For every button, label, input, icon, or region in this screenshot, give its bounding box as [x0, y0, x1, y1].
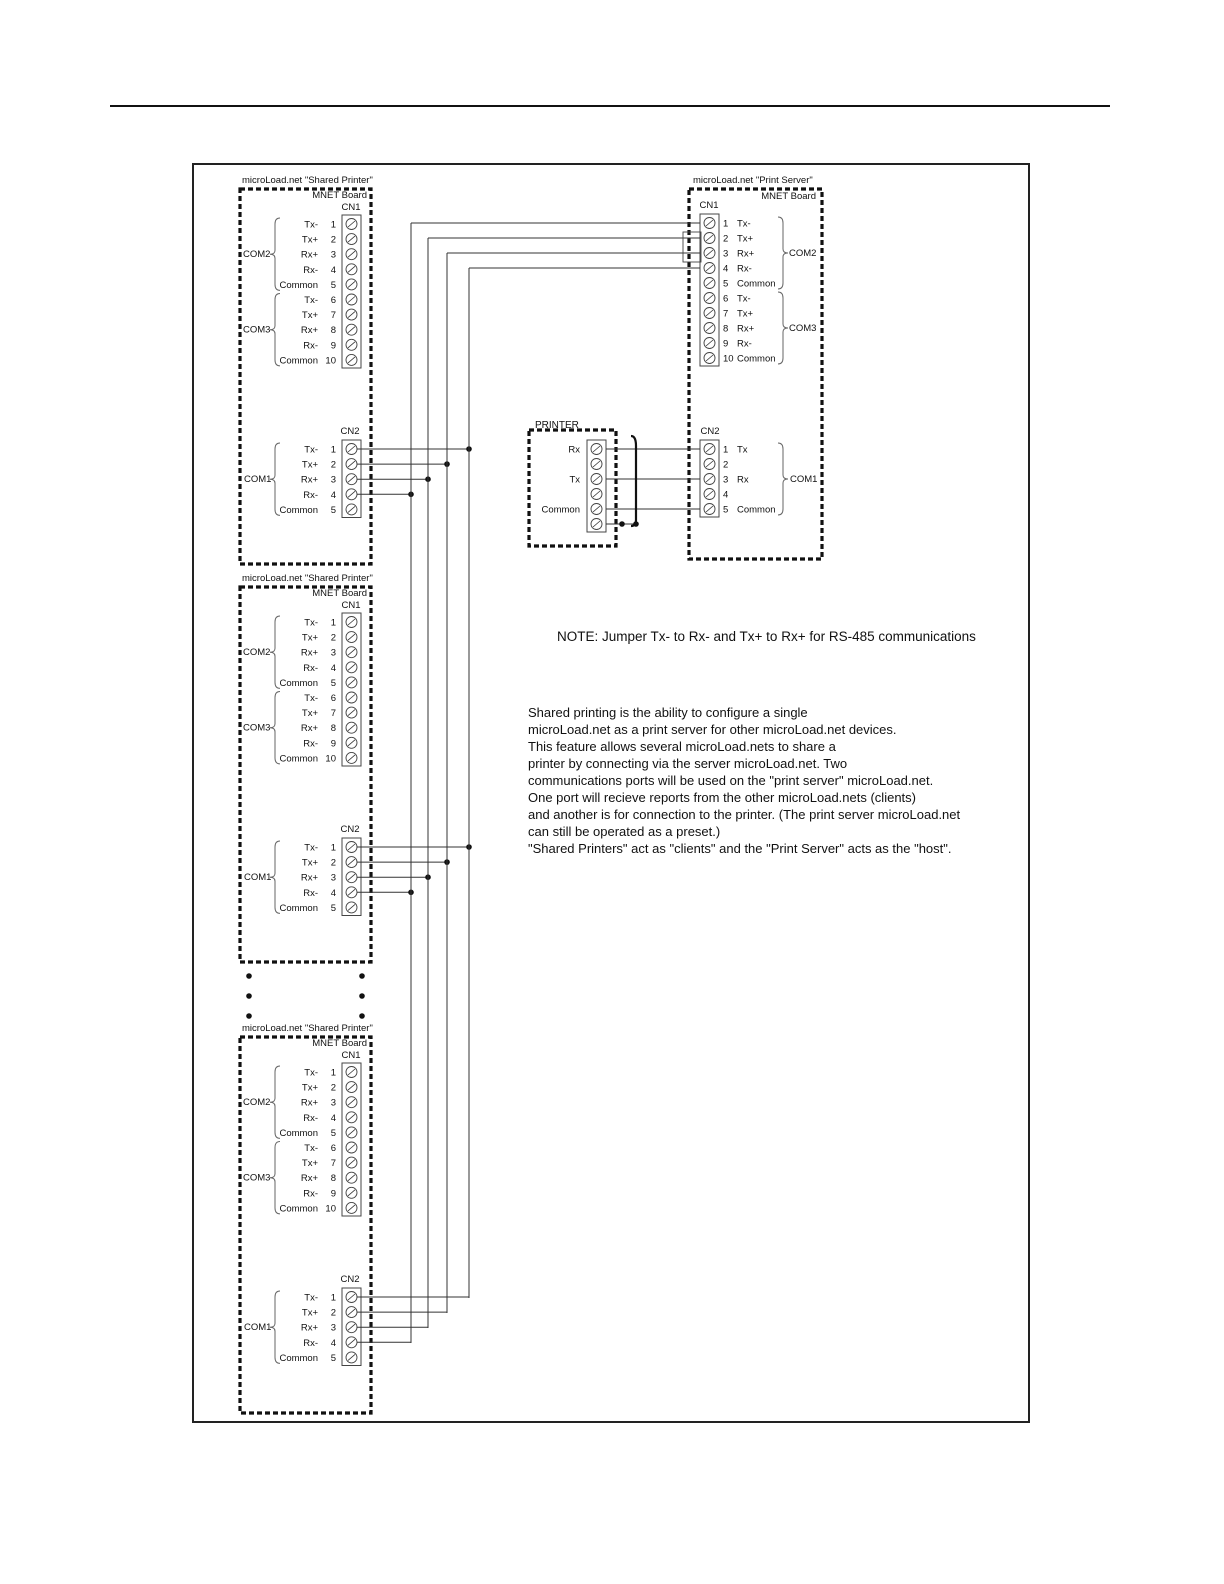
cn1-pin-signal: Common — [279, 1203, 318, 1215]
cn1-pin-number: 7 — [330, 310, 336, 322]
server-jumper — [683, 232, 701, 262]
cn2-pin-signal: Common — [279, 1352, 318, 1364]
cn1-pin-signal: Tx+ — [301, 708, 318, 720]
com1-label: COM1 — [244, 872, 272, 884]
server-cn1-pin-signal: Tx+ — [737, 308, 754, 320]
printer-shield-dot — [633, 521, 639, 527]
cn1-pin-signal: Rx+ — [300, 1173, 318, 1185]
continuation-dot — [359, 993, 365, 999]
board-label: MNET Board — [312, 588, 367, 599]
description-line: Shared printing is the ability to configure a single — [528, 705, 808, 720]
description-line: One port will recieve reports from the other microLoad.nets (clients) — [528, 790, 916, 805]
server-com1-brace — [778, 443, 788, 515]
cn2-pin-number: 4 — [330, 887, 336, 899]
cn1-pin-number: 4 — [330, 662, 336, 674]
cn1-pin-number: 9 — [330, 738, 336, 750]
rs485-note: NOTE: Jumper Tx- to Rx- and Tx+ to Rx+ for RS-485 communications — [557, 629, 976, 644]
cn2-pin-number: 1 — [330, 444, 336, 456]
continuation-dot — [246, 973, 252, 979]
cn2-pin-signal: Rx- — [303, 489, 318, 501]
cn2-pin-number: 4 — [330, 1337, 336, 1349]
cn1-pin-number: 2 — [330, 632, 336, 644]
cn2-pin-signal: Rx+ — [300, 872, 318, 884]
server-cn1-pin-signal: Tx- — [737, 293, 751, 305]
server-cn1-pin-number: 1 — [723, 218, 729, 230]
cn1-pin-number: 8 — [330, 1173, 336, 1185]
cn1-pin-signal: Rx- — [303, 340, 318, 352]
printer-pin-signal: Tx — [569, 474, 580, 486]
cn1-pin-signal: Rx- — [303, 662, 318, 674]
cn1-pin-number: 8 — [330, 723, 336, 735]
cn2-pin-number: 3 — [330, 872, 336, 884]
server-cn1-pin-number: 6 — [723, 293, 729, 305]
cn1-pin-number: 4 — [330, 1112, 336, 1124]
cn1-pin-signal: Rx- — [303, 1188, 318, 1200]
cn1-pin-number: 3 — [330, 647, 336, 659]
cn1-pin-signal: Common — [279, 1127, 318, 1139]
cn2-pin-number: 2 — [330, 857, 336, 869]
server-cn1-pin-number: 5 — [723, 278, 729, 290]
printer-shield-dot — [619, 521, 625, 527]
client-title: microLoad.net "Shared Printer" — [242, 175, 373, 186]
description-paragraph — [528, 704, 1008, 857]
cn2-pin-signal: Rx+ — [300, 474, 318, 486]
cn1-pin-number: 10 — [325, 1203, 336, 1215]
server-cn2-pin-signal: Common — [737, 504, 776, 516]
server-com3-label: COM3 — [789, 323, 817, 334]
com3-label: COM3 — [243, 1172, 271, 1184]
cn2-pin-signal: Rx- — [303, 1337, 318, 1349]
server-title: microLoad.net "Print Server" — [693, 175, 813, 186]
server-cn1-pin-number: 9 — [723, 338, 729, 350]
cn2-label: CN2 — [340, 1274, 360, 1285]
continuation-dot — [359, 973, 365, 979]
server-cn1-pin-signal: Rx- — [737, 263, 752, 275]
cn2-pin-number: 5 — [330, 504, 336, 516]
cn2-pin-signal: Tx+ — [301, 857, 318, 869]
continuation-dot — [246, 993, 252, 999]
cn1-pin-number: 1 — [330, 219, 336, 231]
cn1-pin-number: 3 — [330, 249, 336, 261]
client-title: microLoad.net "Shared Printer" — [242, 573, 373, 584]
cn1-pin-signal: Rx- — [303, 738, 318, 750]
cn1-pin-signal: Common — [279, 355, 318, 367]
continuation-dot — [246, 1013, 252, 1019]
cn2-pin-number: 1 — [330, 1292, 336, 1304]
cn2-pin-number: 1 — [330, 842, 336, 854]
server-cn1-pin-signal: Rx- — [737, 338, 752, 350]
cn2-pin-number: 5 — [330, 902, 336, 914]
cn1-pin-signal: Rx- — [303, 264, 318, 276]
com1-label: COM1 — [244, 474, 272, 486]
server-cn1-pin-number: 7 — [723, 308, 729, 320]
cn1-pin-signal: Rx+ — [300, 249, 318, 261]
server-cn2-pin-number: 3 — [723, 474, 729, 486]
cn1-pin-number: 8 — [330, 325, 336, 337]
cn1-pin-number: 5 — [330, 279, 336, 291]
cn1-pin-signal: Tx+ — [301, 1082, 318, 1094]
cn2-pin-signal: Tx+ — [301, 459, 318, 471]
cn1-pin-signal: Tx- — [304, 1067, 318, 1079]
server-cn1-pin-signal: Rx+ — [737, 323, 755, 335]
server-cn2-pin-number: 1 — [723, 444, 729, 456]
server-cn1-pin-signal: Tx+ — [737, 233, 754, 245]
cn1-pin-number: 7 — [330, 708, 336, 720]
com3-label: COM3 — [243, 722, 271, 734]
cn2-pin-signal: Tx+ — [301, 1307, 318, 1319]
cn1-label: CN1 — [341, 1050, 361, 1061]
server-com3-brace — [778, 292, 788, 364]
cn1-pin-signal: Tx- — [304, 693, 318, 704]
com2-label: COM2 — [243, 1097, 271, 1109]
description-line: communications ports will be used on the "print server" microLoad.net. — [528, 773, 934, 788]
server-com2-label: COM2 — [789, 248, 817, 259]
com1-label: COM1 — [244, 1322, 272, 1334]
cn1-pin-number: 1 — [330, 617, 336, 629]
cn1-label: CN1 — [341, 202, 361, 213]
com2-label: COM2 — [243, 249, 271, 261]
server-cn2-pin-number: 4 — [723, 489, 729, 501]
description-line: and another is for connection to the printer. (The print server microLoad.net — [528, 807, 961, 822]
cn1-label: CN1 — [341, 600, 361, 611]
cn1-pin-signal: Tx- — [304, 617, 318, 629]
cn1-pin-signal: Rx+ — [300, 723, 318, 735]
printer-title: PRINTER — [535, 420, 579, 431]
server-cn1-pin-signal: Tx- — [737, 218, 751, 230]
cn2-pin-number: 3 — [330, 1322, 336, 1334]
cn2-label: CN2 — [340, 824, 360, 835]
cn1-pin-signal: Tx- — [304, 295, 318, 306]
board-label: MNET Board — [312, 1038, 367, 1049]
cn1-pin-signal: Tx- — [304, 219, 318, 231]
cn2-pin-signal: Rx+ — [300, 1322, 318, 1334]
cn2-pin-signal: Rx- — [303, 887, 318, 899]
cn1-pin-number: 5 — [330, 1127, 336, 1139]
cn2-pin-number: 3 — [330, 474, 336, 486]
server-cn1-label: CN1 — [699, 200, 719, 211]
cn1-pin-number: 5 — [330, 677, 336, 689]
cn2-pin-signal: Tx- — [304, 444, 318, 456]
server-cn1-pin-number: 8 — [723, 323, 729, 335]
server-cn1-pin-signal: Rx+ — [737, 248, 755, 260]
server-cn1-pin-signal: Common — [737, 278, 776, 290]
cn1-pin-number: 6 — [330, 1143, 336, 1154]
server-cn1-pin-number: 3 — [723, 248, 729, 260]
cn2-pin-number: 5 — [330, 1352, 336, 1364]
server-com1-label: COM1 — [790, 474, 818, 485]
cn1-pin-number: 2 — [330, 234, 336, 246]
description-line: microLoad.net as a print server for other microLoad.net devices. — [528, 722, 897, 737]
description-line: "Shared Printers" act as "clients" and the "Print Server" acts as the "host". — [528, 841, 952, 856]
cn1-pin-number: 7 — [330, 1158, 336, 1170]
cn1-pin-signal: Tx+ — [301, 1158, 318, 1170]
cn2-pin-signal: Tx- — [304, 1292, 318, 1304]
server-cn2-pin-signal: Rx — [737, 474, 749, 486]
cn1-pin-signal: Rx+ — [300, 647, 318, 659]
cn2-pin-signal: Tx- — [304, 842, 318, 854]
cn2-pin-signal: Common — [279, 504, 318, 516]
com2-label: COM2 — [243, 647, 271, 659]
cn1-pin-number: 10 — [325, 355, 336, 367]
cn1-pin-number: 6 — [330, 693, 336, 704]
cn2-label: CN2 — [340, 426, 360, 437]
cn1-pin-signal: Tx+ — [301, 234, 318, 246]
cn1-pin-signal: Rx+ — [300, 1097, 318, 1109]
cn1-pin-number: 3 — [330, 1097, 336, 1109]
printer-pin-signal: Rx — [568, 444, 580, 456]
cn2-pin-number: 4 — [330, 489, 336, 501]
description-line: printer by connecting via the server microLoad.net. Two — [528, 756, 848, 771]
board-label: MNET Board — [761, 191, 816, 202]
cn1-pin-signal: Common — [279, 279, 318, 291]
cn1-pin-signal: Common — [279, 677, 318, 689]
cn1-pin-signal: Tx+ — [301, 632, 318, 644]
board-label: MNET Board — [312, 190, 367, 201]
server-cn2-pin-number: 2 — [723, 459, 729, 471]
cn1-pin-number: 9 — [330, 340, 336, 352]
server-cn1-pin-number: 4 — [723, 263, 729, 275]
cn2-pin-signal: Common — [279, 902, 318, 914]
description-line: This feature allows several microLoad.nets to share a — [528, 739, 836, 754]
cn1-pin-signal: Rx- — [303, 1112, 318, 1124]
client-title: microLoad.net "Shared Printer" — [242, 1023, 373, 1034]
cn1-pin-signal: Tx- — [304, 1143, 318, 1154]
server-cn1-pin-number: 10 — [723, 353, 734, 365]
printer-pin-signal: Common — [541, 504, 580, 516]
cn1-pin-signal: Tx+ — [301, 310, 318, 322]
cn1-pin-number: 4 — [330, 264, 336, 276]
cn1-pin-signal: Common — [279, 753, 318, 765]
continuation-dot — [359, 1013, 365, 1019]
server-com2-brace — [778, 217, 788, 289]
server-cn1-pin-signal: Common — [737, 353, 776, 365]
cn2-pin-number: 2 — [330, 1307, 336, 1319]
cn1-pin-signal: Rx+ — [300, 325, 318, 337]
server-cn2-label: CN2 — [700, 426, 720, 437]
com3-label: COM3 — [243, 324, 271, 336]
description-line: can still be operated as a preset.) — [528, 824, 721, 839]
server-cn1-pin-number: 2 — [723, 233, 729, 245]
server-cn2-pin-signal: Tx — [737, 444, 748, 456]
cn2-pin-number: 2 — [330, 459, 336, 471]
cn1-pin-number: 1 — [330, 1067, 336, 1079]
cn1-pin-number: 2 — [330, 1082, 336, 1094]
cn1-pin-number: 10 — [325, 753, 336, 765]
cn1-pin-number: 6 — [330, 295, 336, 306]
cn1-pin-number: 9 — [330, 1188, 336, 1200]
server-cn2-pin-number: 5 — [723, 504, 729, 516]
